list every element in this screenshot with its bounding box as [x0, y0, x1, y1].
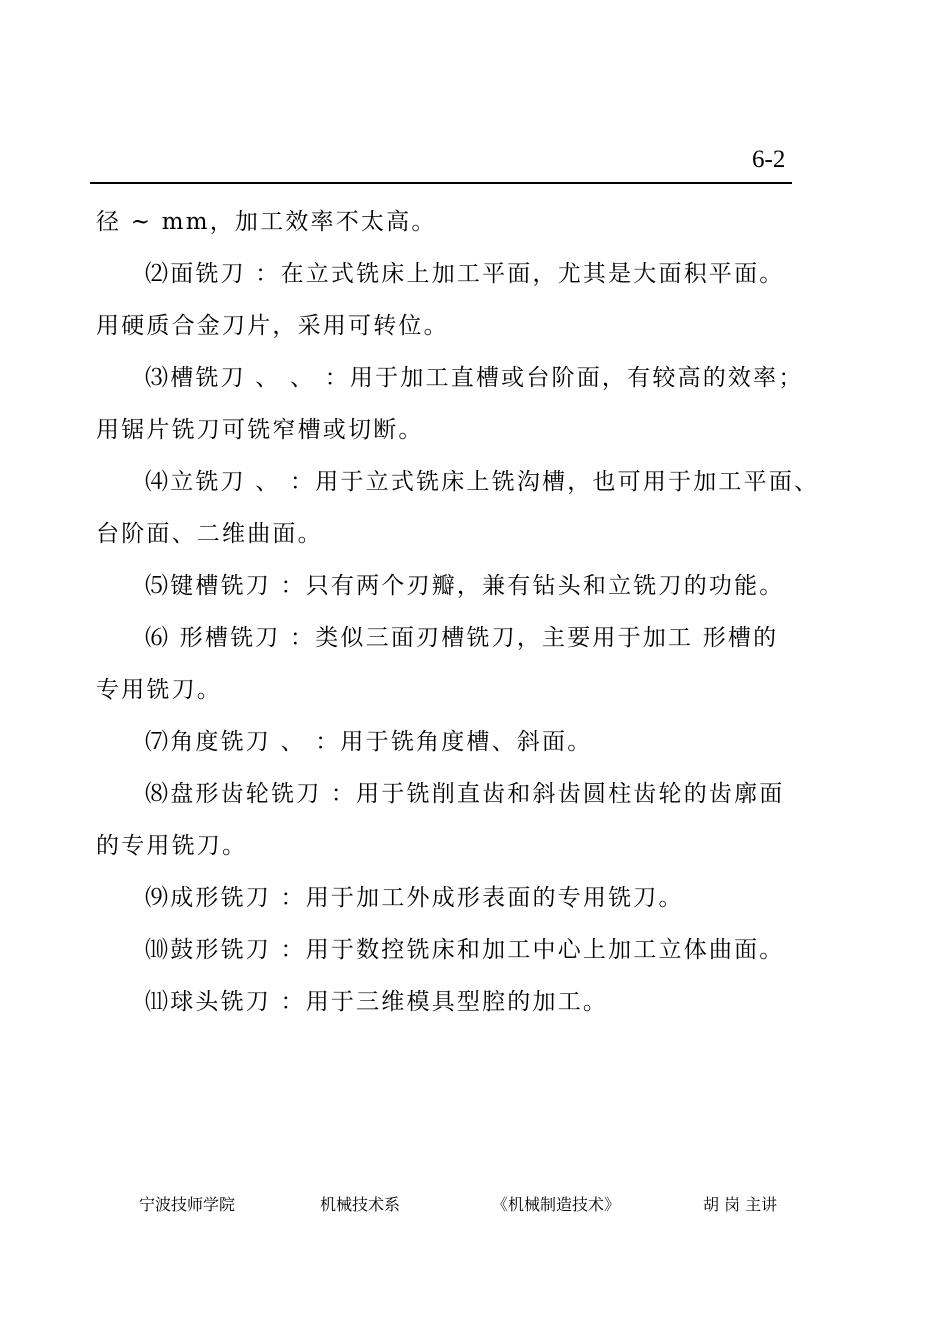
text-line: ⑽鼓形铣刀 ：用于数控铣床和加工中心上加工立体曲面。: [145, 937, 785, 963]
text-line: 用锯片铣刀可铣窄槽或切断。: [96, 417, 424, 443]
text-line: 用硬质合金刀片，采用可转位。: [96, 313, 449, 339]
text-line: ⑸键槽铣刀 ：只有两个刃瓣，兼有钻头和立铣刀的功能。: [145, 573, 785, 599]
text-line: ⑹ 形槽铣刀 ：类似三面刃槽铣刀，主要用于加工 形槽的: [145, 625, 779, 651]
text-line: ⑼成形铣刀 ：用于加工外成形表面的专用铣刀。: [145, 885, 684, 911]
footer-department: 机械技术系: [320, 1195, 401, 1214]
header-rule: [90, 182, 792, 184]
footer-course: 《机械制造技术》: [492, 1195, 621, 1214]
body-text: [96, 196, 846, 1028]
text-line: ⑶槽铣刀 、 、 ：用于加工直槽或台阶面，有较高的效率；: [145, 365, 804, 391]
text-line: 径 ~ mm，加工效率不太高。: [96, 209, 437, 235]
text-line: 的专用铣刀。: [96, 833, 248, 859]
text-line: ⑻盘形齿轮铣刀 ：用于铣削直齿和斜齿圆柱齿轮的齿廓面: [145, 781, 785, 807]
text-line: 专用铣刀。: [96, 677, 222, 703]
text-line: ⑷立铣刀 、 ：用于立式铣床上铣沟槽，也可用于加工平面、: [145, 469, 820, 495]
footer-school: 宁波技师学院: [139, 1195, 236, 1214]
footer-lecturer: 胡 岗 主讲: [703, 1195, 778, 1214]
text-line: ⑾球头铣刀 ：用于三维模具型腔的加工。: [145, 989, 609, 1015]
text-line: ⑵面铣刀 ：在立式铣床上加工平面，尤其是大面积平面。: [145, 261, 785, 287]
text-line: ⑺角度铣刀 、 ：用于铣角度槽、斜面。: [145, 729, 593, 755]
text-line: 台阶面、二维曲面。: [96, 521, 323, 547]
page-number: 6-2: [752, 146, 786, 173]
